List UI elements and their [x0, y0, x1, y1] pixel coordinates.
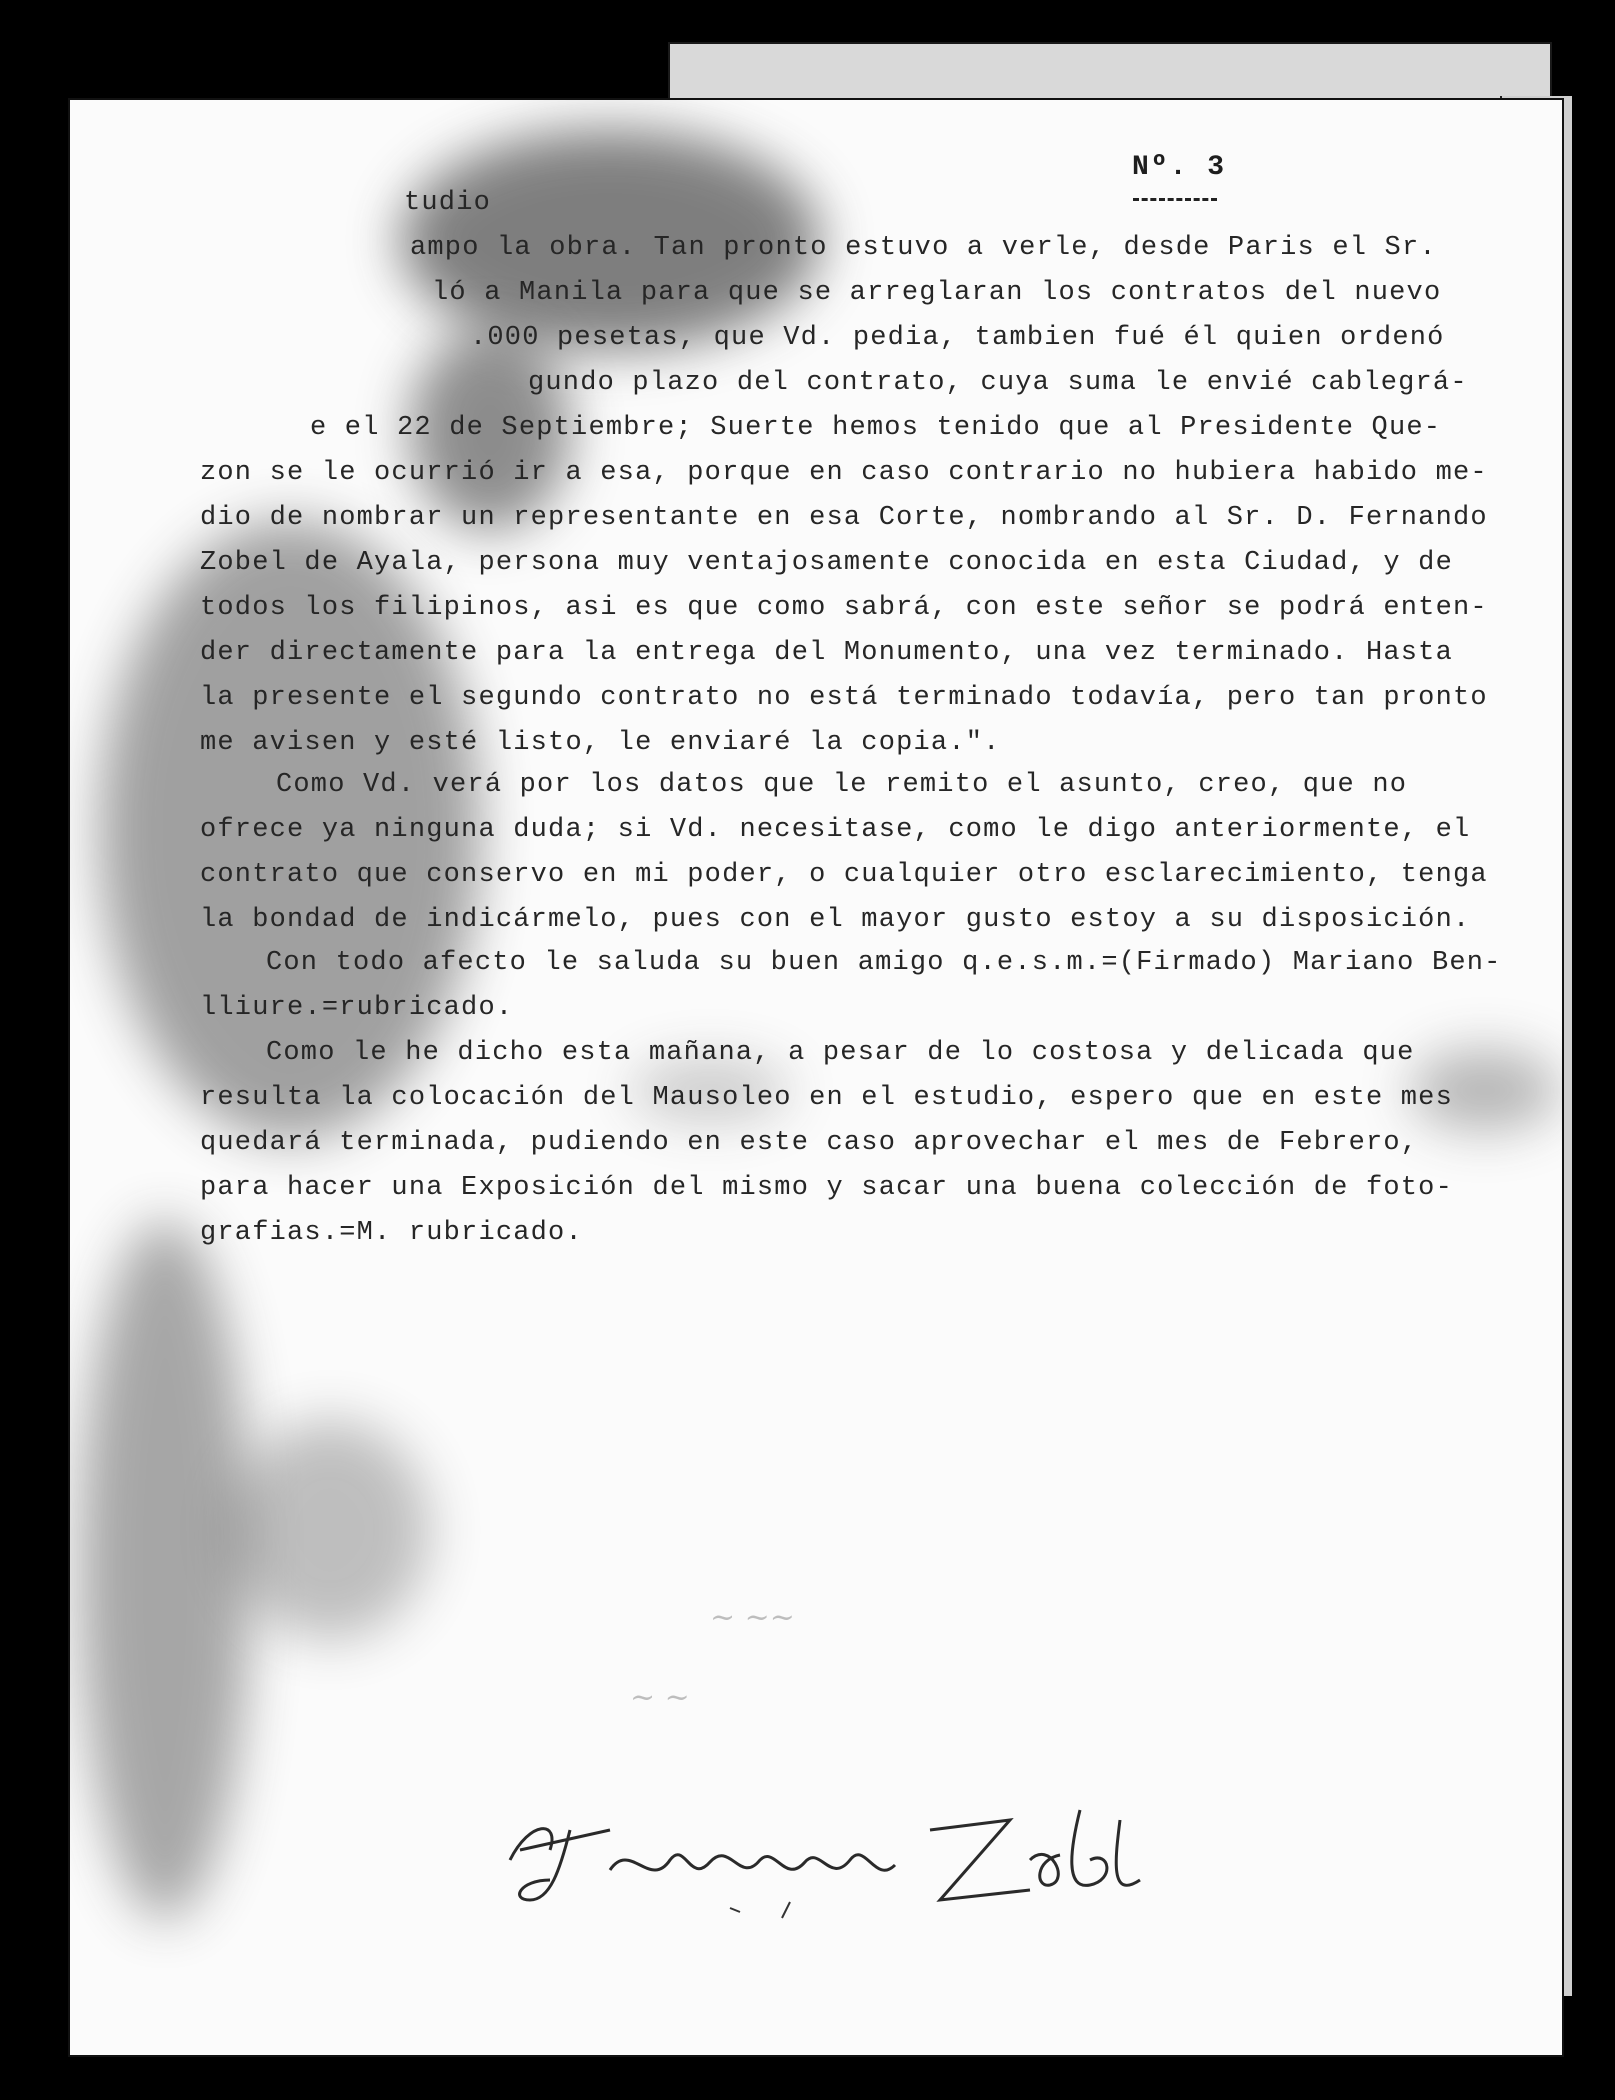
text-line: ló a Manila para que se arreglaran los contratos del nuevo: [432, 278, 1442, 308]
text-line: ofrece ya ninguna duda; si Vd. necesitase, como le digo anteriormente, el: [200, 815, 1471, 845]
page-number-underline: [1133, 198, 1217, 201]
text-line: ampo la obra. Tan pronto estuvo a verle, desde Paris el Sr.: [410, 233, 1437, 263]
text-line: la presente el segundo contrato no está terminado todavía, pero tan pronto: [200, 683, 1488, 713]
text-line: der directamente para la entrega del Monumento, una vez terminado. Hasta: [200, 638, 1453, 668]
text-line: tudio: [404, 188, 492, 218]
text-line: lliure.=rubricado.: [200, 993, 514, 1023]
handwritten-signature: [490, 1790, 1190, 1920]
faint-handwriting: ~ ~: [630, 1680, 690, 1715]
text-line: Como le he dicho esta mañana, a pesar de lo costosa y delicada que: [266, 1038, 1415, 1068]
text-line: contrato que conservo en mi poder, o cualquier otro esclarecimiento, tenga: [200, 860, 1488, 890]
text-line: quedará terminada, pudiendo en este caso aprovechar el mes de Febrero,: [200, 1128, 1419, 1158]
faint-handwriting: ~ ~~: [710, 1600, 795, 1635]
ink-stain: [80, 1220, 250, 1920]
page-number: Nº. 3: [1132, 152, 1227, 183]
text-line: grafias.=M. rubricado.: [200, 1218, 583, 1248]
text-line: .000 pesetas, que Vd. pedia, tambien fué él quien ordenó: [470, 323, 1445, 353]
text-line: me avisen y esté listo, le enviaré la copia.".: [200, 728, 1001, 758]
text-line: todos los filipinos, asi es que como sabrá, con este señor se podrá enten-: [200, 593, 1488, 623]
text-line: para hacer una Exposición del mismo y sacar una buena colección de foto-: [200, 1173, 1453, 1203]
signature-scrawl: [490, 1790, 1190, 1920]
text-line: zon se le ocurrió ir a esa, porque en caso contrario no hubiera habido me-: [200, 458, 1488, 488]
text-line: gundo plazo del contrato, cuya suma le envié cablegrá-: [528, 368, 1468, 398]
text-line: resulta la colocación del Mausoleo en el estudio, espero que en este mes: [200, 1083, 1453, 1113]
text-line: la bondad de indicármelo, pues con el mayor gusto estoy a su disposición.: [200, 905, 1471, 935]
text-line: Con todo afecto le saluda su buen amigo q.e.s.m.=(Firmado) Mariano Ben-: [266, 948, 1502, 978]
text-line: Zobel de Ayala, persona muy ventajosamente conocida en esta Ciudad, y de: [200, 548, 1453, 578]
text-line: Como Vd. verá por los datos que le remito el asunto, creo, que no: [276, 770, 1408, 800]
document-page: [68, 98, 1564, 2057]
ink-stain: [230, 1420, 430, 1640]
text-line: e el 22 de Septiembre; Suerte hemos tenido que al Presidente Que-: [310, 413, 1442, 443]
text-line: dio de nombrar un representante en esa Corte, nombrando al Sr. D. Fernando: [200, 503, 1488, 533]
